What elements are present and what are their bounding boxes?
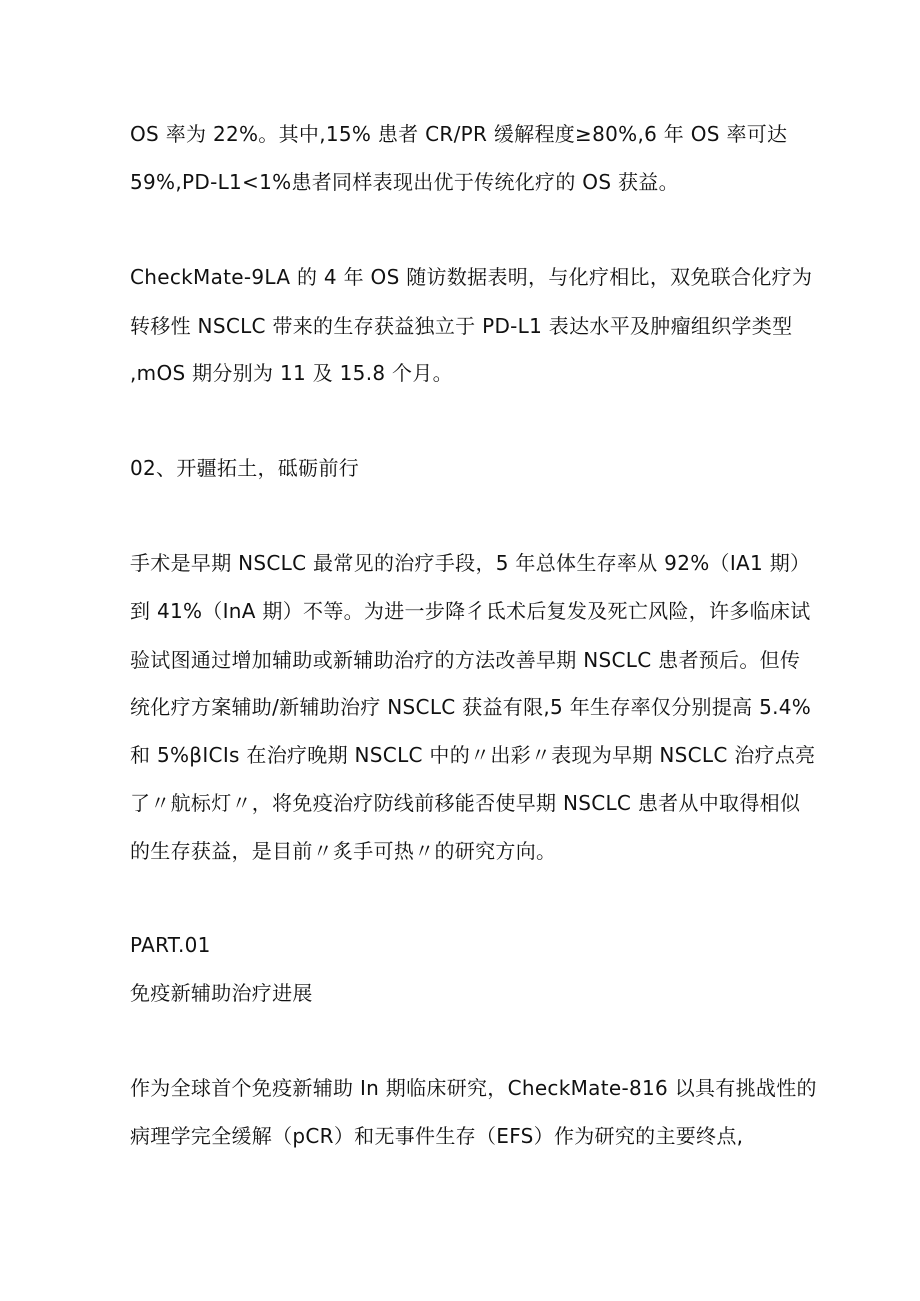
paragraph-1-line-2: 59%,PD-L1<1%患者同样表现出优于传统化疗的 OS 获益。 bbox=[130, 170, 679, 194]
paragraph-3-line-7: 的生存获益，是目前〃炙手可热〃的研究方向。 bbox=[130, 839, 557, 863]
paragraph-2-line-2: 转移性 NSCLC 带来的生存获益独立于 PD-L1 表达水平及肿瘤组织学类型 bbox=[130, 314, 793, 338]
paragraph-2-line-3: ,mOS 期分别为 11 及 15.8 个月。 bbox=[130, 361, 453, 385]
section-heading: 02、开疆拓土，砥砺前行 bbox=[130, 456, 360, 480]
paragraph-3-line-1: 手术是早期 NSCLC 最常见的治疗手段，5 年总体生存率从 92%（IA1 期） bbox=[130, 551, 811, 575]
paragraph-3-line-4: 统化疗方案辅助/新辅助治疗 NSCLC 获益有限,5 年生存率仅分别提高 5.4% bbox=[130, 695, 812, 719]
paragraph-3-line-6: 了〃航标灯〃，将免疫治疗防线前移能否使早期 NSCLC 患者从中取得相似 bbox=[130, 791, 801, 815]
part-label: PART.01 bbox=[130, 933, 211, 957]
part-title: 免疫新辅助治疗进展 bbox=[130, 981, 313, 1005]
paragraph-2-line-1: CheckMate-9LA 的 4 年 OS 随访数据表明，与化疗相比，双免联合化疗为 bbox=[130, 265, 813, 289]
paragraph-3-line-2: 到 41%（InA 期）不等。为进一步降彳氐术后复发及死亡风险，许多临床试 bbox=[130, 599, 811, 623]
paragraph-4-line-2: 病理学完全缓解（pCR）和无事件生存（EFS）作为研究的主要终点, bbox=[130, 1124, 744, 1148]
paragraph-3-line-5: 和 5%βICIs 在治疗晚期 NSCLC 中的〃出彩〃表现为早期 NSCLC 治疗点亮 bbox=[130, 743, 816, 767]
paragraph-1-line-1: OS 率为 22%。其中,15% 患者 CR/PR 缓解程度≥80%,6 年 OS 率可达 bbox=[130, 122, 788, 146]
paragraph-4-line-1: 作为全球首个免疫新辅助 In 期临床研究，CheckMate-816 以具有挑战性的 bbox=[130, 1076, 817, 1100]
paragraph-3-line-3: 验试图通过增加辅助或新辅助治疗的方法改善早期 NSCLC 患者预后。但传 bbox=[130, 648, 801, 672]
